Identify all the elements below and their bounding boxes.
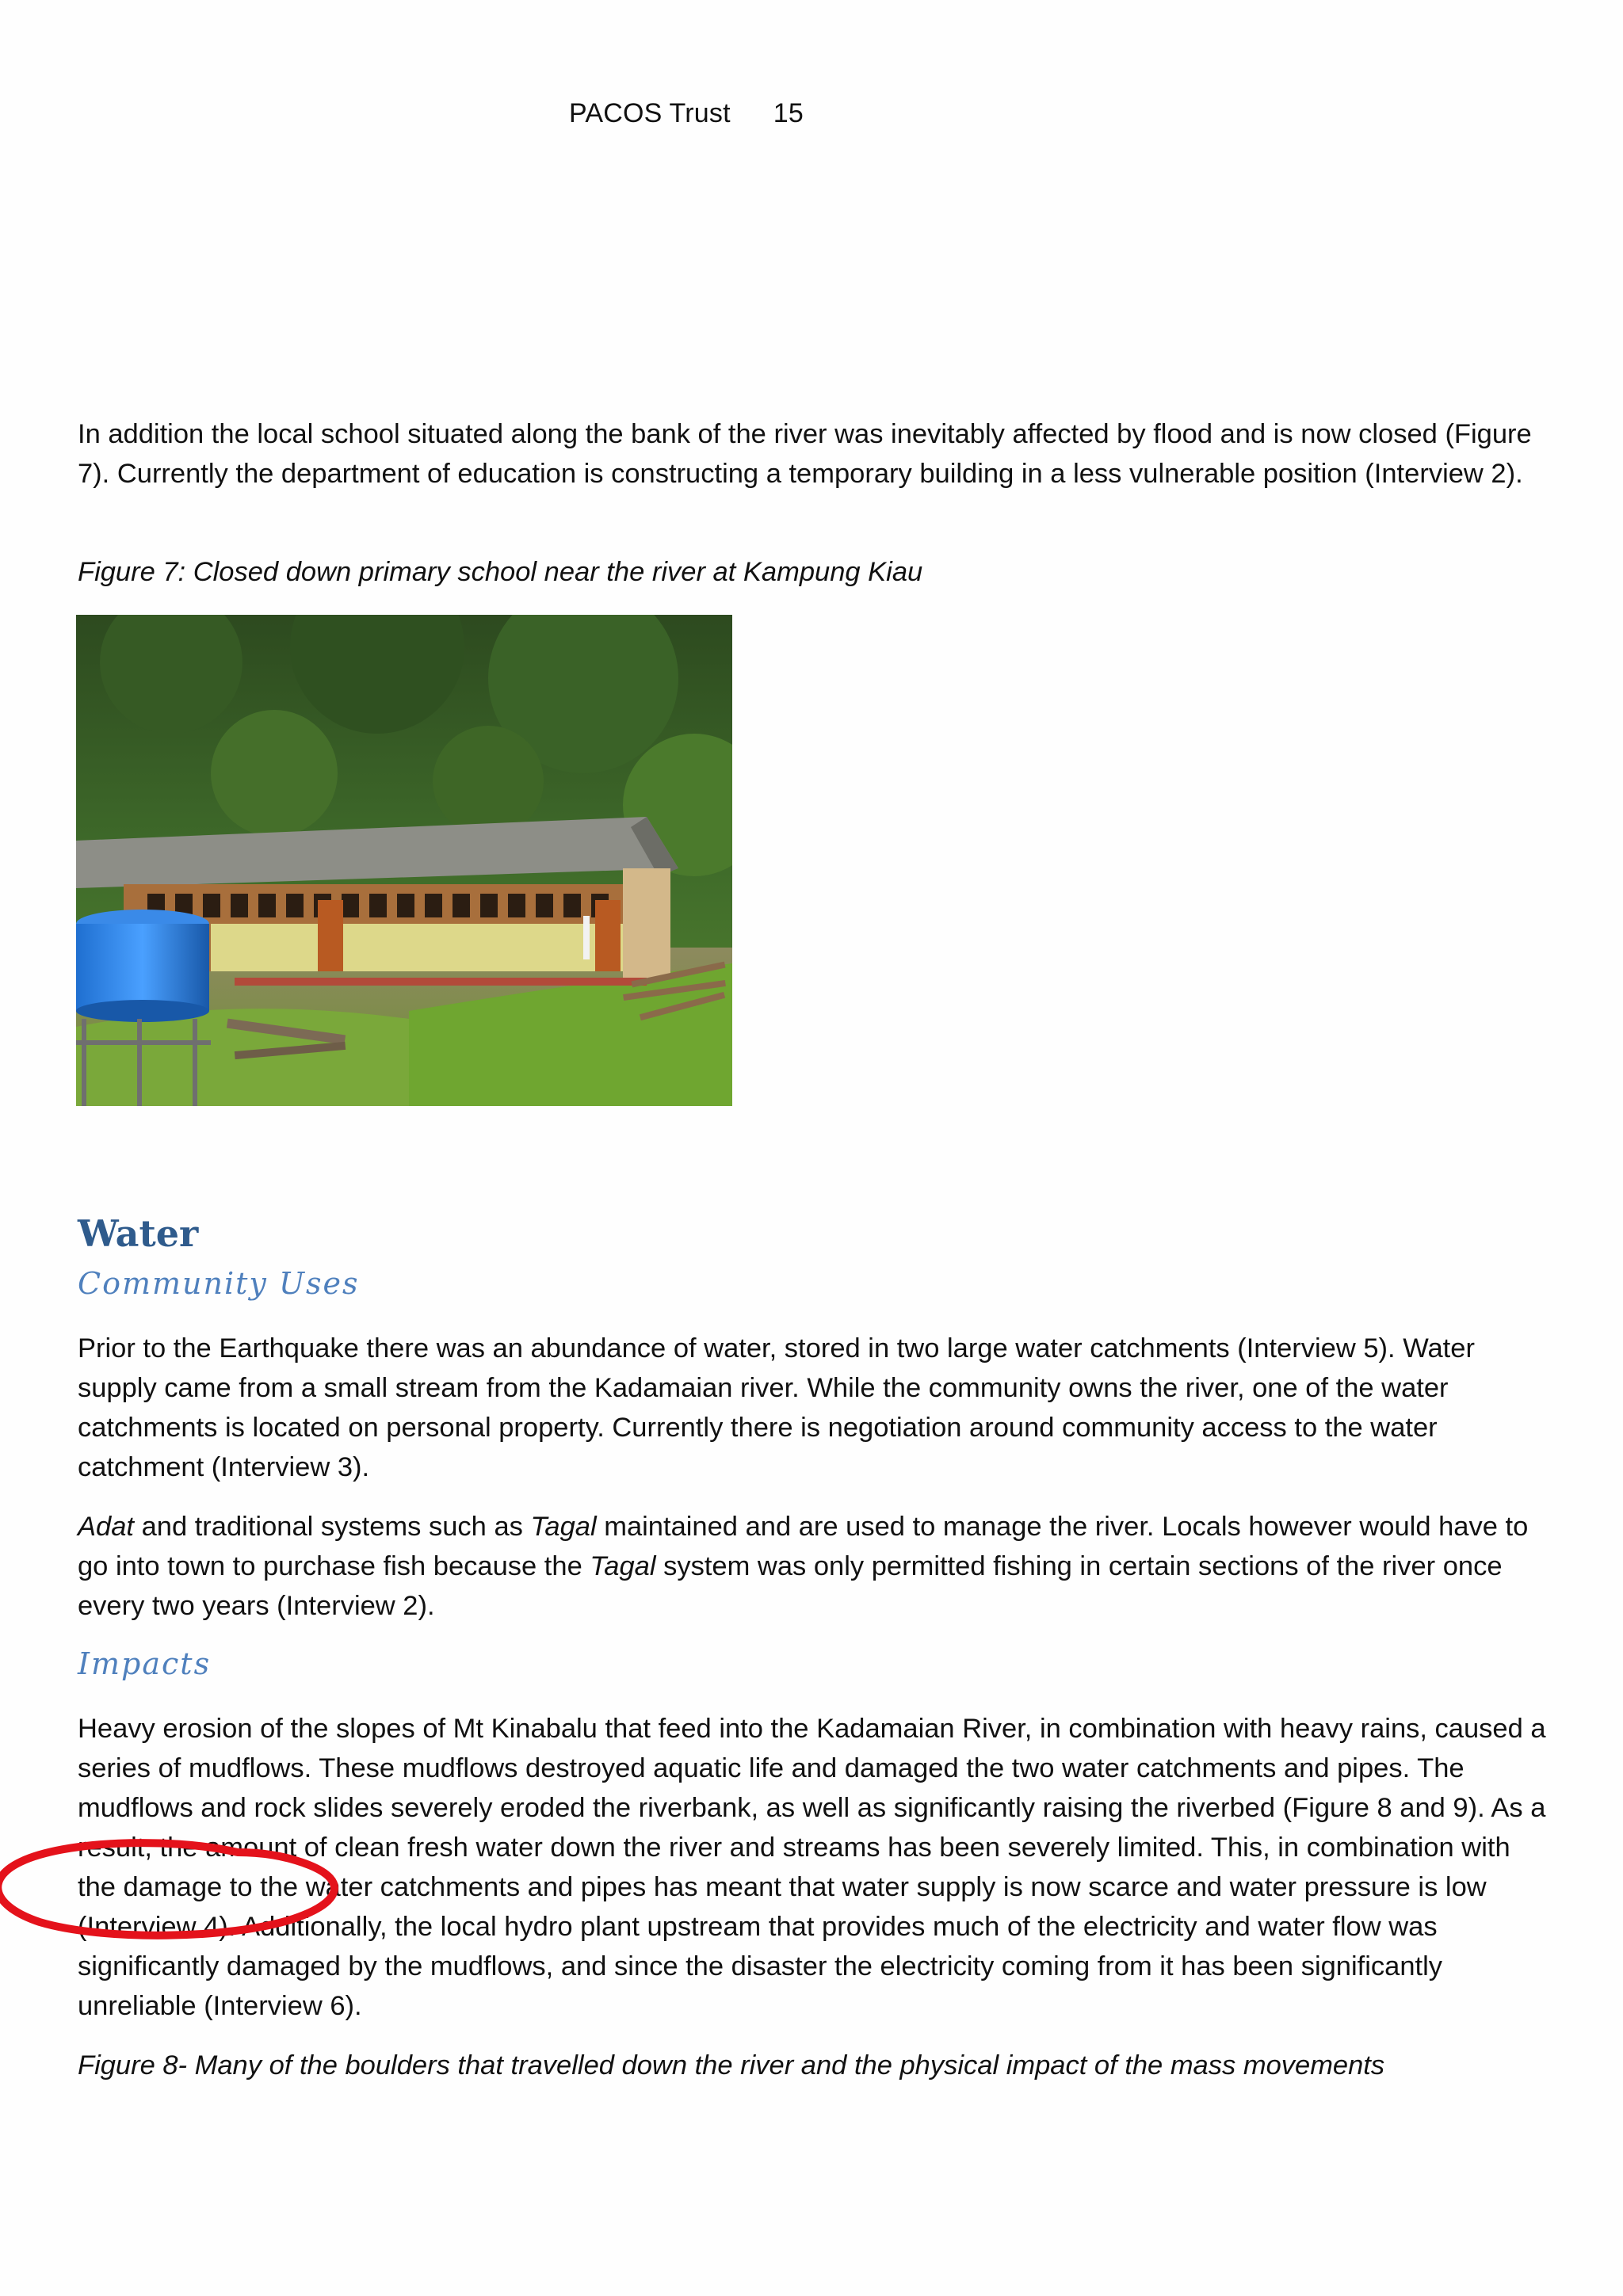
- term-tagal: Tagal: [530, 1512, 597, 1542]
- header-org: PACOS Trust: [569, 98, 731, 128]
- term-tagal: Tagal: [590, 1551, 656, 1581]
- page-header: [569, 98, 804, 129]
- heading-community-uses: Community Uses: [78, 1266, 360, 1301]
- community-uses-paragraph-1: Prior to the Earthquake there was an abundance of water, stored in two large water catchments (Interview 5). Water supply came from a small stream from the Kadamaian river. While the community owns the river, one of the water catchments is located on personal property. Currently there is negotiation around community access to the water catchment (Interview 3).: [78, 1333, 1475, 1482]
- figure8-caption: Figure 8- Many of the boulders that travelled down the river and the physical impact of the mass movements: [78, 2050, 1385, 2081]
- heading-impacts: Impacts: [78, 1646, 212, 1681]
- figure7-caption: Figure 7: Closed down primary school near the river at Kampung Kiau: [78, 557, 923, 587]
- school-paragraph: In addition the local school situated along the bank of the river was inevitably affected by flood and is now closed (Figure 7). Currently the department of education is constructing a temporary building in a less vulnerable position (Interview 2).: [78, 419, 1532, 489]
- header-page-number: 15: [773, 98, 804, 128]
- section-title-water: Water: [78, 1212, 199, 1255]
- school-photo: [76, 615, 732, 1106]
- impacts-paragraph: Heavy erosion of the slopes of Mt Kinabalu that feed into the Kadamaian River, in combination with heavy rains, caused a series of mudflows. These mudflows destroyed aquatic life and damaged the two water catchments and pipes. The mudflows and rock slides severely eroded the riverbank, as well as significantly raising the riverbed (Figure 8 and 9). As a result, the amount of clean fresh water down the river and streams has been severely limited. This, in combination with the damage to the water catchments and pipes has meant that water supply is now scarce and water pressure is low (Interview 4). Additionally, the local hydro plant upstream that provides much of the electricity and water flow was significantly damaged by the mudflows, and since the disaster the electricity coming from it has been significantly unreliable (Interview 6).: [78, 1714, 1546, 2021]
- community-uses-paragraph-2: Adat and traditional systems such as Tagal maintained and are used to manage the river. Locals however would have to go into town to purchase fish because the Tagal system was only permitted fishing in certain sections of the river once every two years (Interview 2).: [78, 1512, 1529, 1621]
- term-adat: Adat: [78, 1512, 134, 1542]
